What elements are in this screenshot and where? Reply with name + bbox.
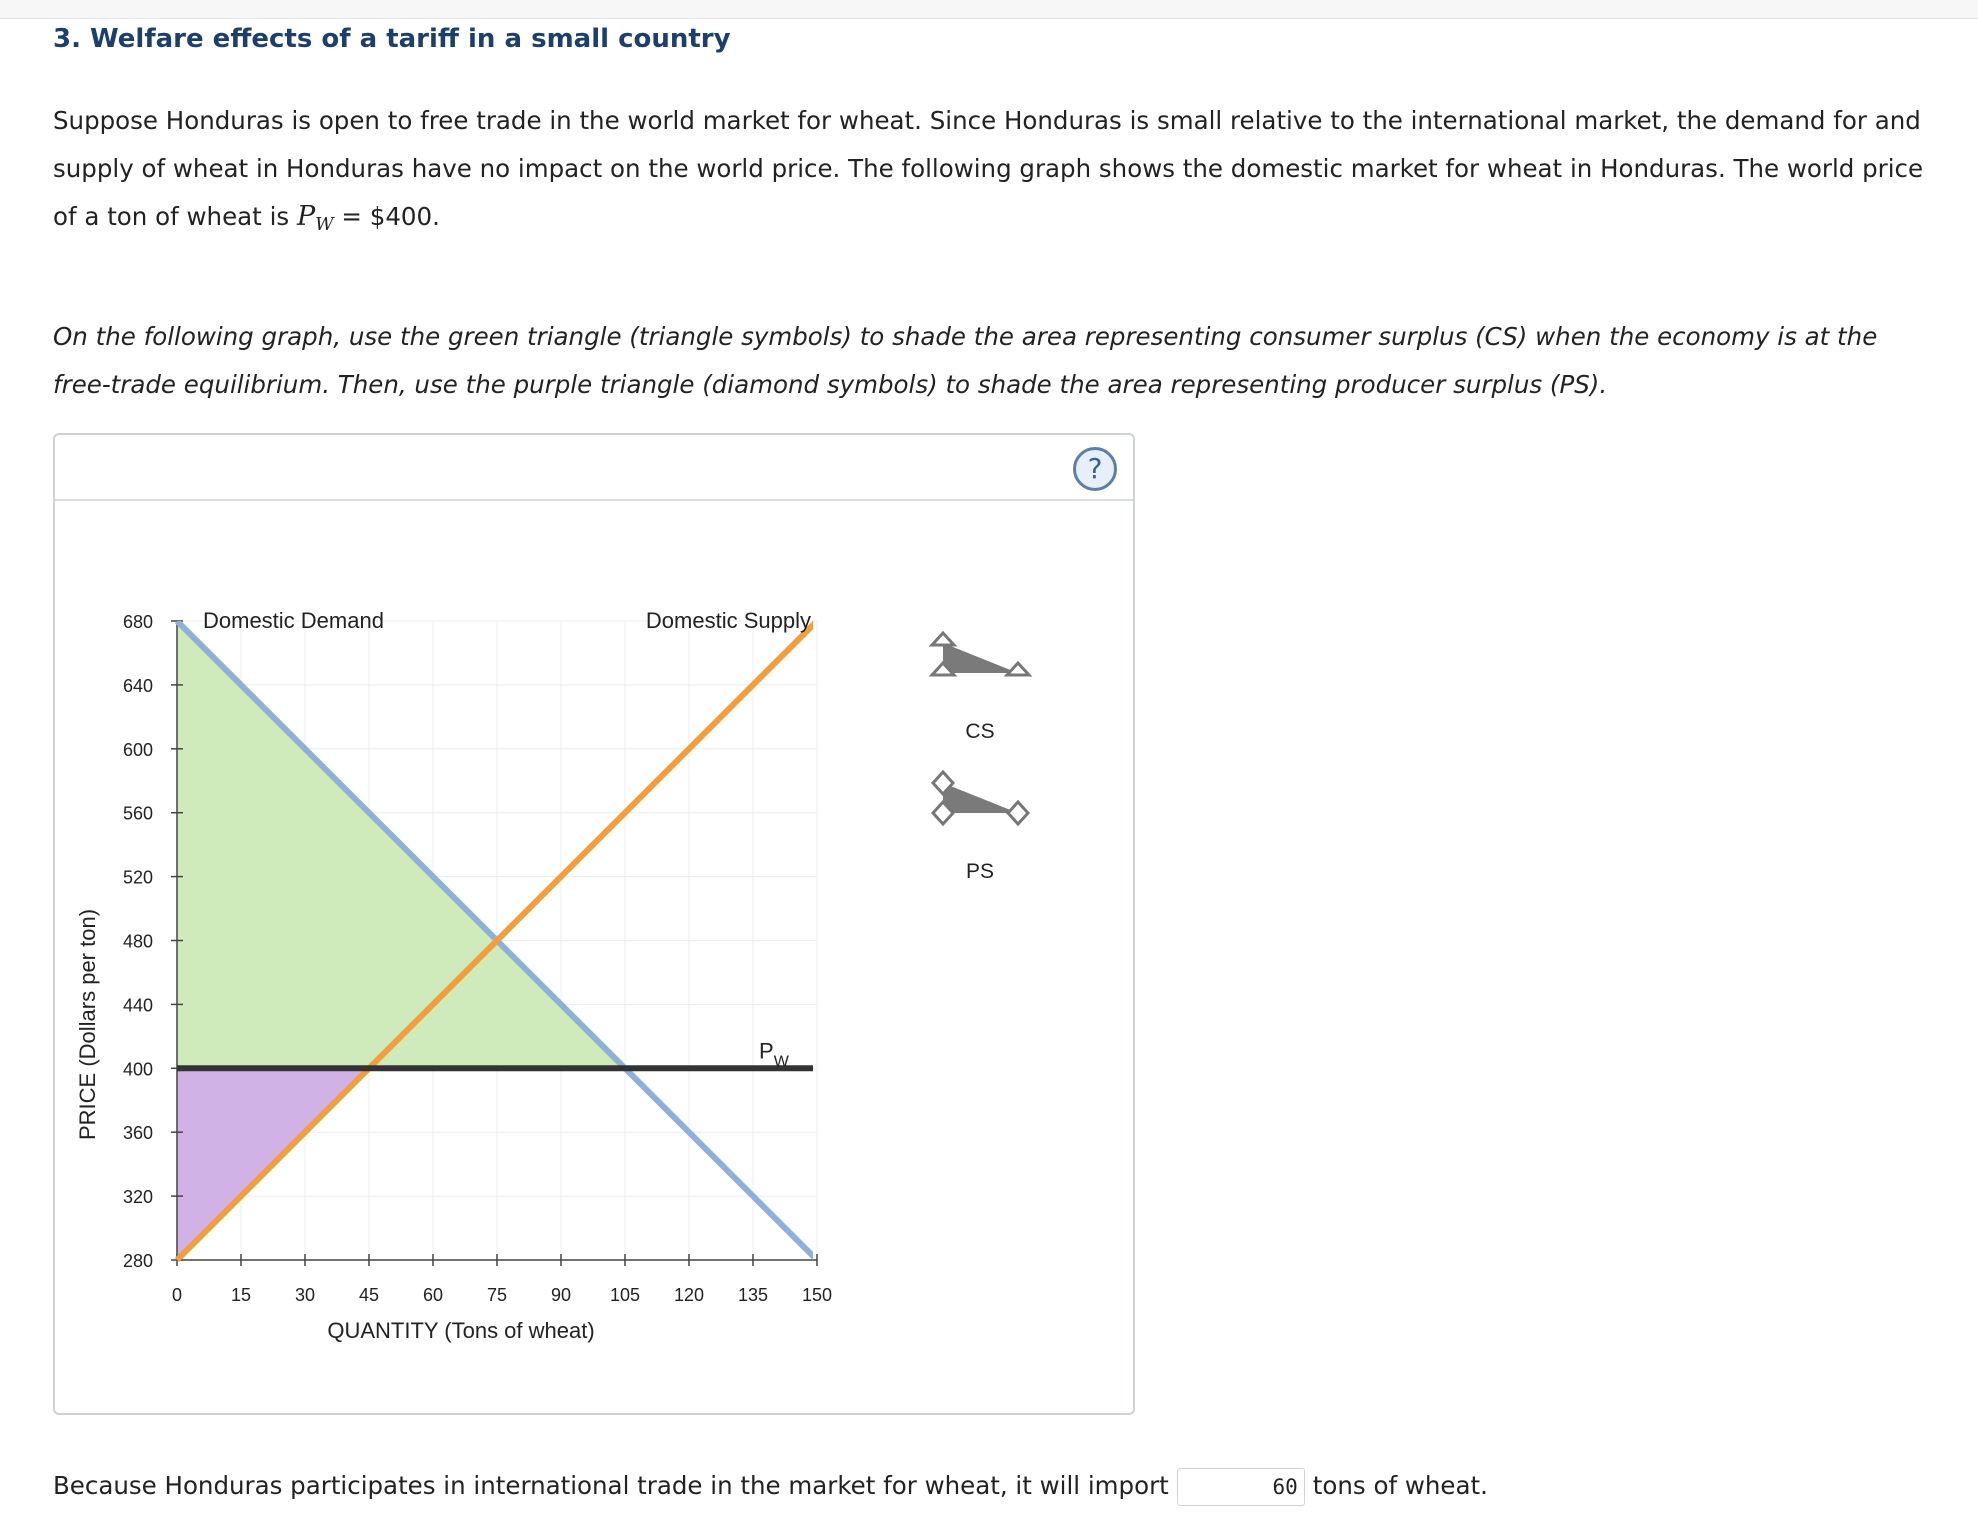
answer-text-before: Because Honduras participates in international trade in the market for wheat, it will import (53, 1471, 1169, 1500)
y-tick-label: 680 (122, 612, 153, 632)
intro-text: Suppose Honduras is open to free trade in the world market for wheat. Since Honduras is small relative to the international market, the demand for and supply of wheat in Honduras have no impact on the world price. The following graph shows the domestic market for wheat in Honduras. The world price of a ton of wheat is (53, 106, 1924, 231)
y-tick-label: 280 (122, 1251, 153, 1271)
intro-paragraph (53, 97, 1933, 249)
cs-palette-label: CS (965, 720, 995, 743)
supply-label: Domestic Supply (645, 608, 811, 633)
y-tick-label: 520 (122, 867, 153, 888)
pw-symbol: PW (296, 201, 334, 235)
x-axis-title: QUANTITY (Tons of wheat) (327, 1318, 595, 1343)
y-tick-label: 400 (122, 1059, 153, 1080)
y-tick-label: 560 (122, 803, 153, 824)
x-tick-label: 90 (550, 1285, 572, 1305)
x-tick-label: 0 (171, 1285, 183, 1305)
chart[interactable] (55, 435, 1133, 1413)
ps-tool-shape (943, 783, 1018, 813)
y-tick-label: 480 (122, 931, 153, 952)
y-axis-title: PRICE (Dollars per ton) (75, 908, 100, 1141)
top-rule (0, 0, 1978, 19)
x-tick-label: 75 (486, 1285, 508, 1305)
pw-value: = $400. (341, 202, 440, 231)
instructions-paragraph: On the following graph, use the green triangle (triangle symbols) to shade the area representing consumer surplus (CS) when the economy is at the free-trade equilibrium. Then, use the purple triangle (diamond symbols) to shade the area representing producer surplus (PS). (53, 322, 1878, 399)
x-tick-label: 120 (673, 1285, 705, 1305)
x-tick-label: 30 (294, 1285, 316, 1305)
graph-panel (53, 433, 1135, 1415)
ps-tool-handle-right[interactable] (1008, 802, 1028, 824)
question-title: 3. Welfare effects of a tariff in a small country (53, 24, 731, 54)
cs-tool-shape (943, 643, 1018, 673)
answer-text-after: tons of wheat. (1312, 1471, 1488, 1500)
x-tick-label: 105 (609, 1285, 641, 1305)
pw-label: $P_W$ (759, 1038, 789, 1071)
cs-tool-handle-top[interactable] (932, 633, 954, 645)
import-quantity-input[interactable]: 60 (1177, 1468, 1305, 1506)
x-tick-label: 150 (801, 1285, 833, 1305)
cs-palette-tool[interactable] (932, 633, 1029, 675)
y-tick-label: 600 (122, 739, 153, 760)
help-icon[interactable]: ? (1073, 447, 1117, 491)
demand-label: Domestic Demand (203, 608, 384, 633)
y-tick-label: 640 (122, 675, 153, 696)
x-tick-label: 60 (422, 1285, 444, 1305)
x-tick-label: 15 (230, 1285, 252, 1305)
x-tick-label: 45 (358, 1285, 380, 1305)
answer-sentence (53, 1466, 1488, 1506)
x-tick-label: 135 (737, 1285, 769, 1305)
y-tick-label: 320 (122, 1187, 153, 1208)
ps-palette-label: PS (965, 860, 995, 883)
cs-tool-handle-right[interactable] (1007, 663, 1029, 675)
ps-palette-tool[interactable] (933, 772, 1028, 824)
y-tick-label: 360 (122, 1123, 153, 1144)
y-tick-label: 440 (122, 995, 153, 1016)
